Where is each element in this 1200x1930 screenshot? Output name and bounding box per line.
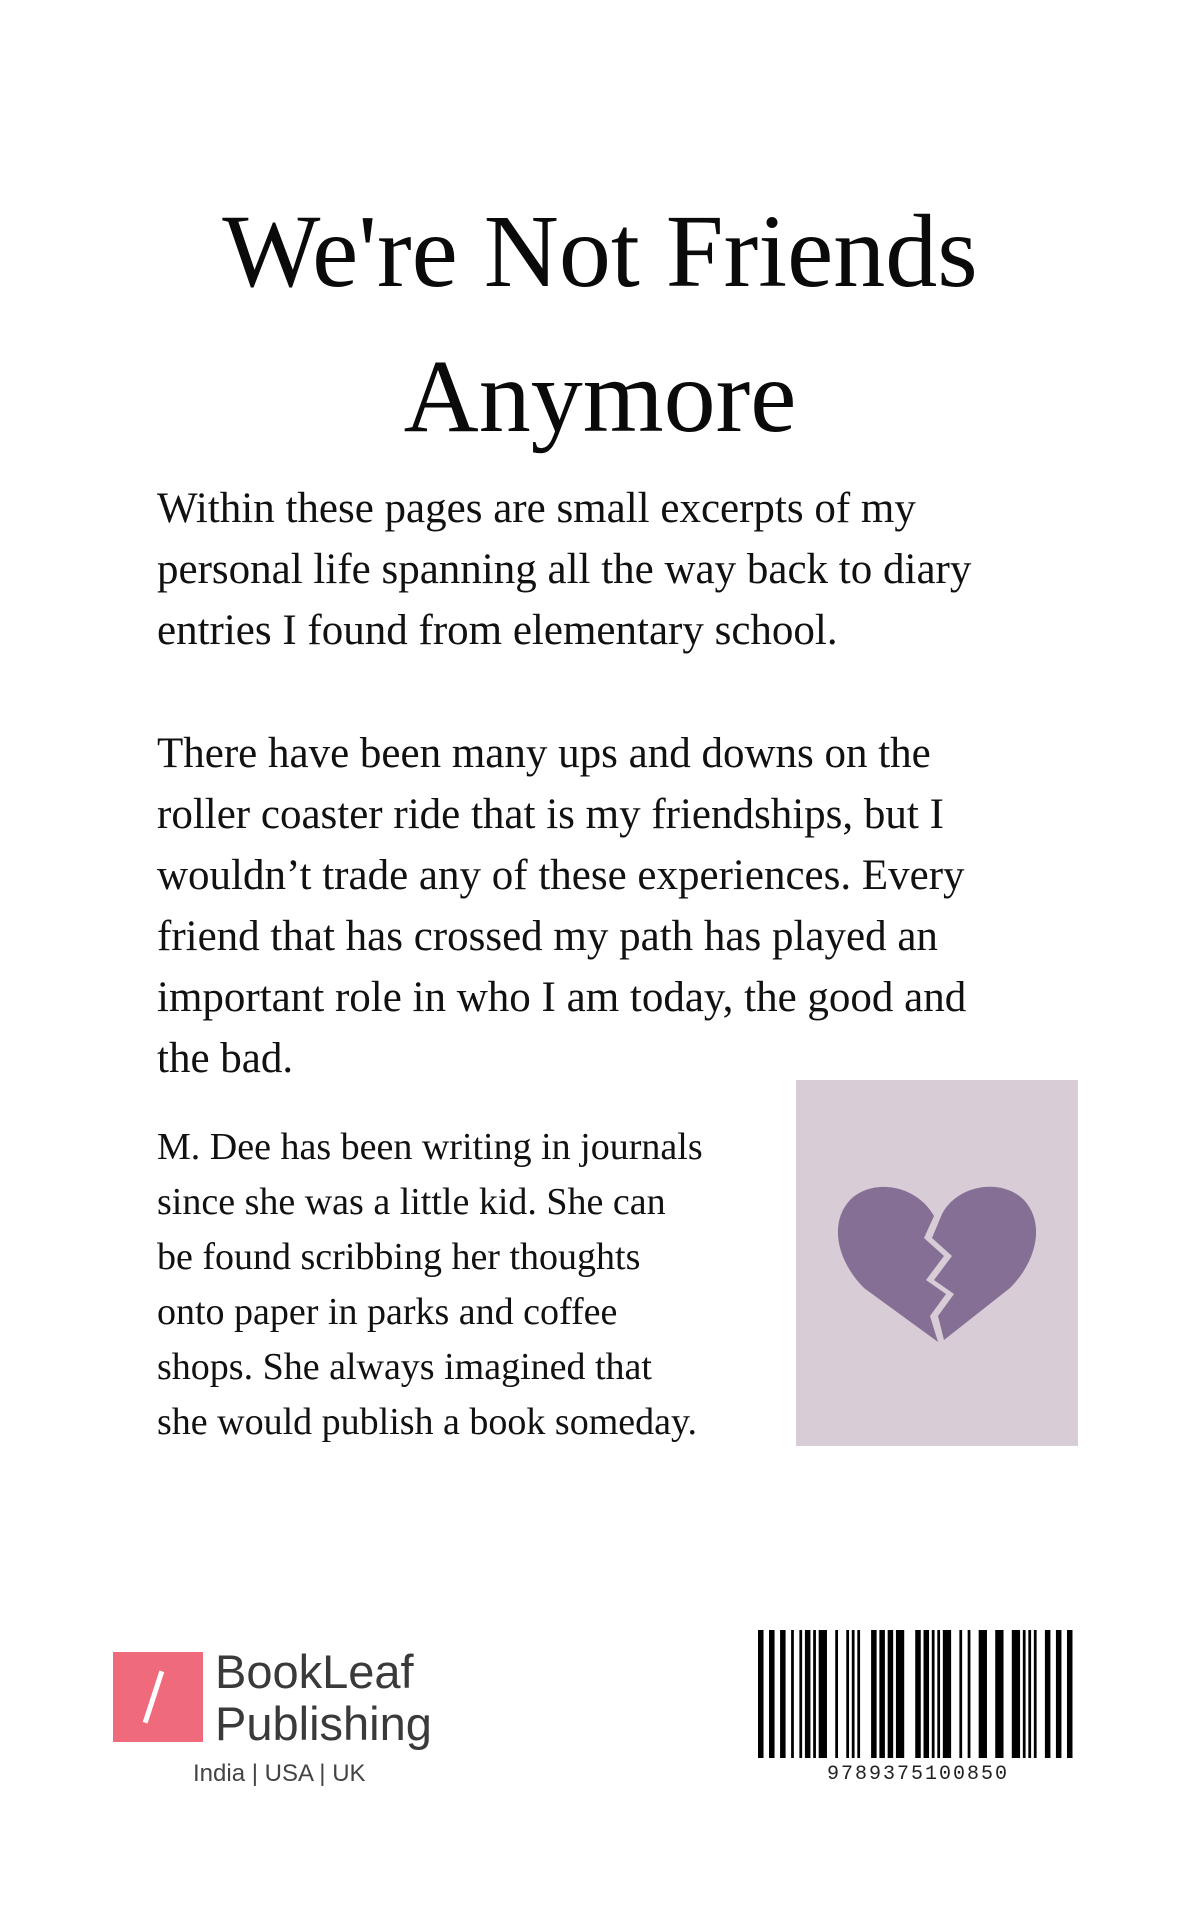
publisher-name-line-1: BookLeaf xyxy=(215,1645,414,1698)
barcode-bar xyxy=(805,1630,811,1758)
barcode-bar xyxy=(813,1630,816,1758)
publisher-regions: India | USA | UK xyxy=(193,1760,366,1787)
author-bio-line: be found scribbing her thoughts xyxy=(157,1236,641,1278)
barcode-bar xyxy=(857,1630,860,1758)
blurb-paragraph-2 xyxy=(157,723,1057,1089)
blurb-line: personal life spanning all the way back to diary xyxy=(157,546,972,593)
barcode-bar xyxy=(1028,1630,1031,1758)
barcode-bar xyxy=(879,1630,885,1758)
publisher-name xyxy=(215,1646,432,1750)
barcode-bar xyxy=(852,1630,855,1758)
barcode-bar xyxy=(1056,1630,1062,1758)
book-title-line-1: We're Not Friends xyxy=(222,194,978,309)
barcode-bar xyxy=(995,1630,1003,1758)
slash-icon xyxy=(143,1671,164,1724)
isbn-barcode xyxy=(758,1630,1078,1758)
barcode-bar xyxy=(915,1630,921,1758)
barcode-bar xyxy=(888,1630,894,1758)
barcode-bar xyxy=(846,1630,849,1758)
book-title-line-2: Anymore xyxy=(403,339,797,454)
blurb-paragraph-1 xyxy=(157,478,1057,661)
barcode-bar xyxy=(979,1630,987,1758)
barcode-bar xyxy=(959,1630,962,1758)
blurb-line: important role in who I am today, the good and xyxy=(157,974,967,1021)
barcode-bar xyxy=(871,1630,877,1758)
blurb-line: entries I found from elementary school. xyxy=(157,607,838,654)
barcode-bar xyxy=(1045,1630,1051,1758)
broken-heart-left-half xyxy=(838,1187,946,1342)
barcode-bar xyxy=(932,1630,935,1758)
barcode-bar xyxy=(1023,1630,1026,1758)
blurb-line: the bad. xyxy=(157,1035,294,1082)
barcode-bar xyxy=(758,1630,764,1758)
publisher-logo xyxy=(113,1645,443,1802)
blurb-line: wouldn’t trade any of these experiences. Every xyxy=(157,852,965,899)
barcode-bar xyxy=(1012,1630,1020,1758)
barcode-bar xyxy=(819,1630,827,1758)
blurb-line: There have been many ups and downs on the xyxy=(157,730,931,777)
barcode-bar xyxy=(780,1630,786,1758)
barcode-bar xyxy=(968,1630,971,1758)
blurb-line: friend that has crossed my path has played an xyxy=(157,913,938,960)
publisher-name-line-2: Publishing xyxy=(215,1697,432,1750)
barcode-bar xyxy=(1034,1630,1037,1758)
author-bio-line: shops. She always imagined that xyxy=(157,1346,652,1388)
barcode-bar xyxy=(943,1630,951,1758)
author-bio-line: M. Dee has been writing in journals xyxy=(157,1126,703,1168)
barcode-bar xyxy=(791,1630,794,1758)
publisher-logo-mark xyxy=(113,1652,203,1742)
blurb-line: Within these pages are small excerpts of my xyxy=(157,485,916,532)
isbn-number: 9789375100850 xyxy=(826,1763,1010,1786)
barcode-bar xyxy=(769,1630,775,1758)
author-bio-line: she would publish a book someday. xyxy=(157,1401,698,1443)
broken-heart-icon xyxy=(834,1176,1040,1346)
barcode-bar xyxy=(835,1630,838,1758)
barcode-bar xyxy=(799,1630,802,1758)
author-bio xyxy=(157,1120,797,1450)
barcode-bar xyxy=(924,1630,930,1758)
author-bio-line: since she was a little kid. She can xyxy=(157,1181,666,1223)
barcode-bar xyxy=(896,1630,904,1758)
author-image xyxy=(796,1080,1078,1446)
author-bio-line: onto paper in parks and coffee xyxy=(157,1291,618,1333)
barcode-bar xyxy=(1067,1630,1073,1758)
blurb-line: roller coaster ride that is my friendships, but I xyxy=(157,791,944,838)
barcode-bar xyxy=(937,1630,940,1758)
broken-heart-right-half xyxy=(932,1187,1036,1340)
